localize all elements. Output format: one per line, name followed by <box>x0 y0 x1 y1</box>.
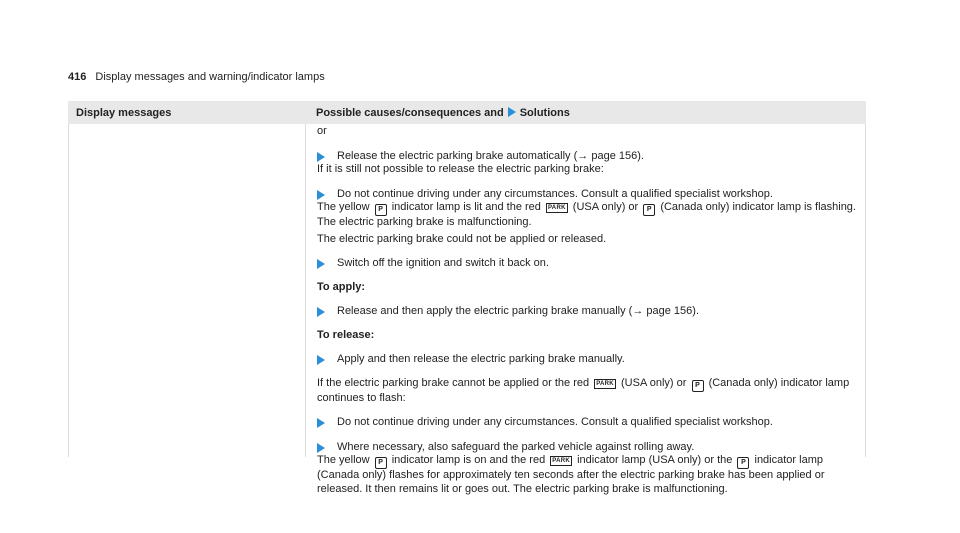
table-header <box>68 101 866 124</box>
column-header-display-messages: Display messages <box>76 107 172 119</box>
park-lamp-icon: PARK <box>547 205 566 211</box>
step-arrow-icon <box>317 259 325 269</box>
page-ref-arrow: → <box>632 305 644 317</box>
column-header-causes-label: Possible causes/consequences and <box>316 107 504 119</box>
step-arrow-icon <box>317 307 325 317</box>
text: (USA only) or <box>572 201 639 213</box>
step-apply-manually <box>317 305 857 319</box>
step-arrow-icon <box>317 443 325 453</box>
text: (Canada only) indicator lamp <box>708 376 850 389</box>
messages-table <box>68 101 866 495</box>
step-text: Apply and then release the electric parking brake manually. <box>337 353 625 365</box>
text: (Canada only) indicator lamp is flashing. <box>660 201 856 213</box>
heading-to-release: To release: <box>317 328 375 341</box>
solutions-cell <box>317 125 857 496</box>
step-arrow-icon <box>317 190 325 200</box>
column-header-causes-solutions <box>316 107 570 119</box>
column-header-solutions-label: Solutions <box>519 107 570 119</box>
brake-lamp-icon: P <box>737 457 749 469</box>
step-arrow-icon <box>317 355 325 365</box>
text: indicator lamp (USA only) or the <box>577 454 733 466</box>
brake-lamp-icon: P <box>375 204 387 216</box>
display-message-cell <box>68 124 306 457</box>
page-ref-link[interactable]: page 156). <box>643 305 699 317</box>
step-text: Where necessary, also safeguard the parked vehicle against rolling away. <box>337 440 695 453</box>
step-text: Do not continue driving under any circumstances. Consult a qualified specialist workshop. <box>337 416 773 428</box>
heading-to-apply: To apply: <box>317 280 366 293</box>
step-release-manually <box>317 353 857 367</box>
page-ref-arrow: → <box>577 149 589 162</box>
text: continues to flash: <box>317 391 406 404</box>
park-lamp-icon: PARK <box>552 458 571 464</box>
brake-lamp-icon: P <box>643 204 655 216</box>
step-do-not-continue-2 <box>317 416 857 430</box>
text: If the electric parking brake cannot be applied or the red <box>317 376 590 389</box>
step-release-automatically <box>317 150 857 164</box>
step-arrow-icon <box>317 418 325 428</box>
step-text: Switch off the ignition and switch it back on. <box>337 257 549 269</box>
paragraph-yellow-lamp-on <box>317 454 857 496</box>
arrow-right-icon <box>508 107 516 117</box>
table-right-border <box>865 124 866 457</box>
page-ref-link[interactable]: page 156). <box>588 149 644 162</box>
step-switch-ignition <box>317 257 857 271</box>
text: The yellow <box>317 454 370 466</box>
paragraph-malfunction: The electric parking brake is malfunctioning. <box>317 216 532 228</box>
page-number: 416 <box>68 71 87 83</box>
page-header <box>68 71 325 83</box>
page-title: Display messages and warning/indicator lamps <box>95 71 325 83</box>
text: The yellow <box>317 201 370 213</box>
text: indicator lamp is lit and the red <box>391 201 541 213</box>
paragraph-not-applied: The electric parking brake could not be applied or released. <box>317 232 607 245</box>
text: indicator lamp (Canada only) flashes for approximately ten seconds after the electric parking brake has been applied or released. It then remains lit or goes out. The electric parking brake is malfunctioning. <box>317 454 825 495</box>
step-text: Release and then apply the electric parking brake manually ( <box>337 305 633 317</box>
paragraph-yellow-lamp <box>317 201 857 216</box>
paragraph-still-not-possible: If it is still not possible to release the electric parking brake: <box>317 163 604 175</box>
brake-lamp-icon: P <box>692 380 704 392</box>
step-text: Do not continue driving under any circumstances. Consult a qualified specialist workshop. <box>337 187 773 200</box>
park-lamp-icon: PARK <box>596 380 614 387</box>
text: indicator lamp is on and the red <box>391 454 546 466</box>
step-text: Release the electric parking brake automatically ( <box>337 149 578 162</box>
paragraph-cannot-be-applied <box>317 377 857 406</box>
step-do-not-continue <box>317 188 857 202</box>
or-text: or <box>317 125 327 137</box>
step-arrow-icon <box>317 152 325 162</box>
step-safeguard-vehicle <box>317 441 857 455</box>
brake-lamp-icon: P <box>375 457 387 469</box>
text: (USA only) or <box>621 376 687 389</box>
